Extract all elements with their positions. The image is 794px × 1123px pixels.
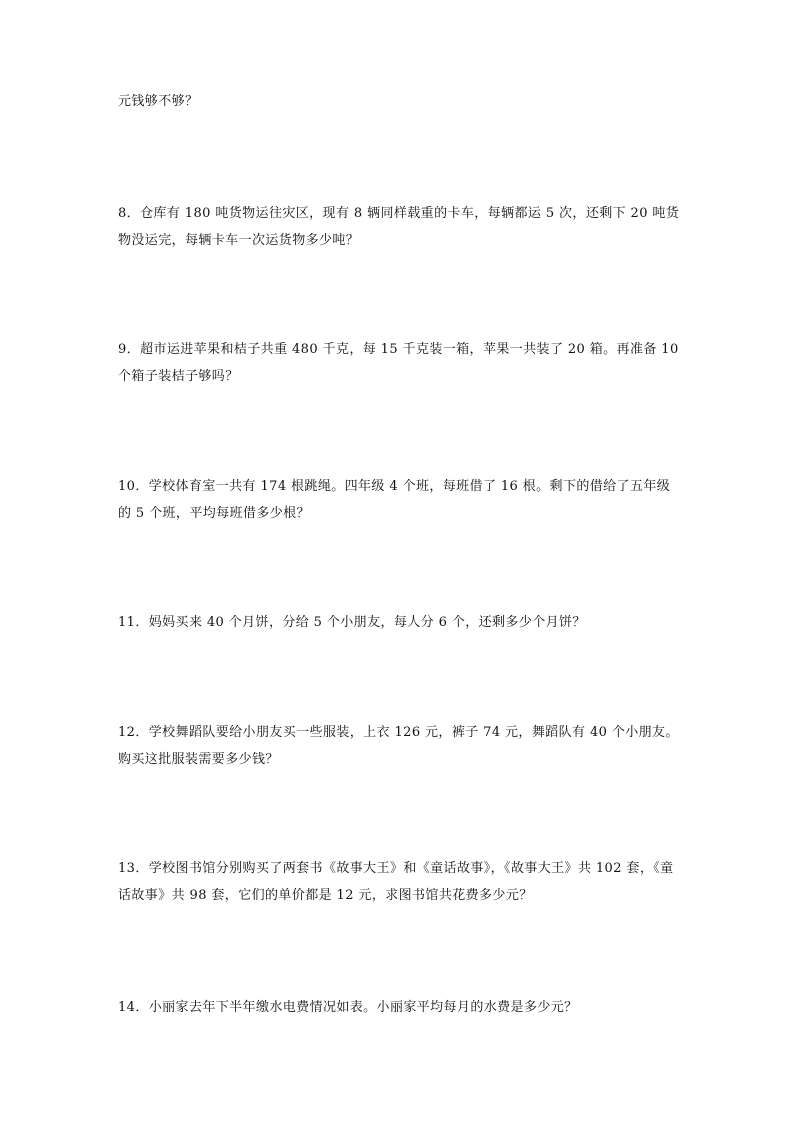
problem-14-line-1: 14．小丽家去年下半年缴水电费情况如表。小丽家平均每月的水费是多少元？ (118, 1000, 578, 1015)
problem-11-line-1: 11．妈妈买来 40 个月饼，分给 5 个小朋友，每人分 6 个，还剩多少个月饼？ (118, 615, 586, 630)
problem-14 (118, 994, 704, 1021)
problem-13-line-1: 13．学校图书馆分别购买了两套书《故事大王》和《童话故事》，《故事大王》共 102 套，《童 (118, 861, 674, 876)
continued-question-text (118, 88, 704, 115)
problem-9-line-2: 个箱子装桔子够吗？ (118, 369, 239, 384)
problem-12 (118, 719, 704, 773)
problem-9 (118, 336, 704, 390)
problem-13-line-2: 话故事》共 98 套，它们的单价都是 12 元，求图书馆共花费多少元？ (118, 888, 533, 903)
text-line: 元钱够不够？ (118, 94, 199, 109)
problem-10-line-2: 的 5 个班，平均每班借多少根？ (118, 506, 310, 521)
problem-10 (118, 473, 704, 527)
problem-11 (118, 609, 704, 636)
problem-13 (118, 855, 704, 909)
problem-8 (118, 200, 704, 254)
problem-12-line-2: 购买这批服装需要多少钱？ (118, 752, 279, 767)
problem-12-line-1: 12．学校舞蹈队要给小朋友买一些服装，上衣 126 元，裤子 74 元，舞蹈队有 40 个小朋友。 (118, 725, 679, 740)
problem-10-line-1: 10．学校体育室一共有 174 根跳绳。四年级 4 个班，每班借了 16 根。剩下的借给了五年级 (118, 479, 671, 494)
problem-8-line-2: 物没运完，每辆卡车一次运货物多少吨？ (118, 233, 360, 248)
problem-8-line-1: 8．仓库有 180 吨货物运往灾区，现有 8 辆同样载重的卡车，每辆都运 5 次，还剩下 20 吨货 (118, 206, 680, 221)
problem-9-line-1: 9．超市运进苹果和桔子共重 480 千克，每 15 千克装一箱，苹果一共装了 20 箱。再准备 10 (118, 342, 679, 357)
